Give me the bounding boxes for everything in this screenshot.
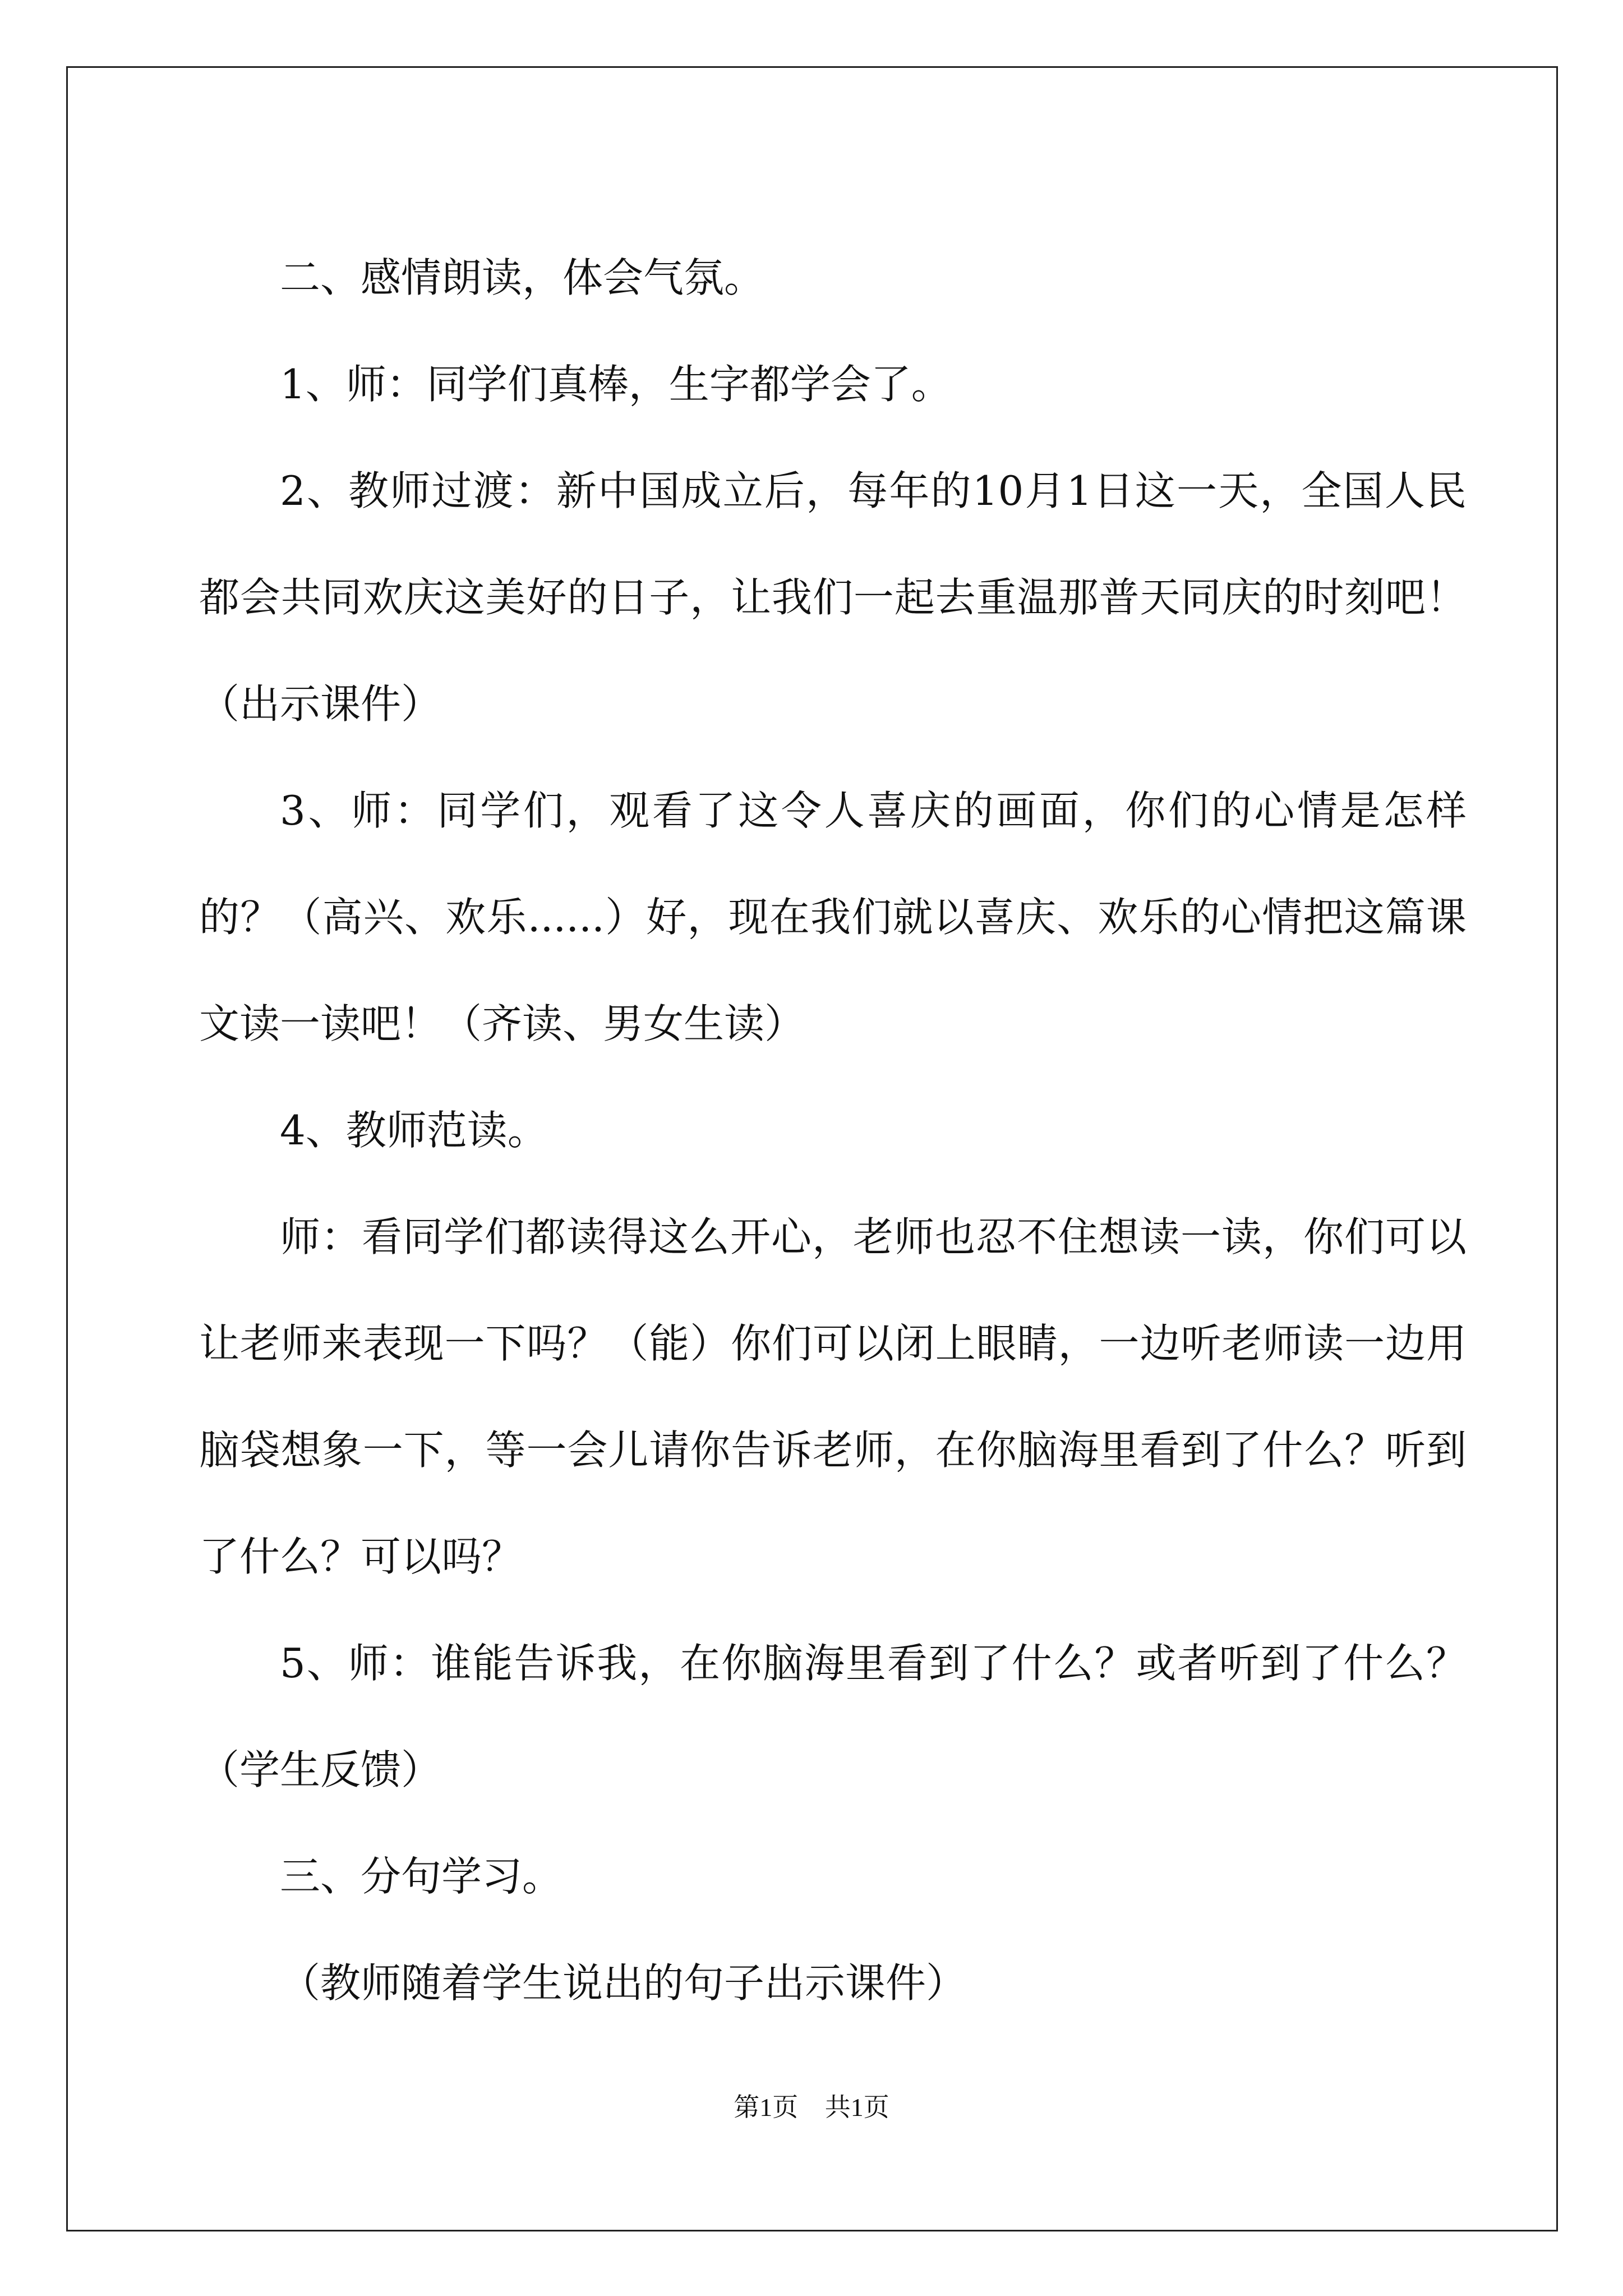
paragraph-9: （教师随着学生说出的句子出示课件） (280, 1959, 967, 2007)
paragraph-3: 2、教师过渡：新中国成立后，每年的10月1日这一天，全国人民都会共同欢庆这美好的日子，让我们一起去重温那普天同庆的时刻吧！（出示课件） (199, 467, 1467, 728)
document-body (199, 224, 1467, 2036)
page-footer (0, 2087, 1623, 2124)
paragraph-8: 三、分句学习。 (280, 1853, 563, 1900)
paragraph-7: 5、师：谁能告诉我，在你脑海里看到了什么？或者听到了什么？（学生反馈） (199, 1640, 1467, 1793)
page-number-current: 第1页 (734, 2093, 799, 2122)
paragraph-6: 师：看同学们都读得这么开心，老师也忍不住想读一读，你们可以让老师来表现一下吗？（能）你们可以闭上眼睛，一边听老师读一边用脑袋想象一下，等一会儿请你告诉老师，在你脑海里看到了什么？听到了什么？可以吗？ (199, 1213, 1467, 1580)
paragraph-2: 1、师：同学们真棒，生字都学会了。 (280, 361, 952, 408)
paragraph-1: 二、感情朗读，体会气氛。 (280, 254, 765, 301)
page-number-total: 共1页 (824, 2093, 889, 2122)
paragraph-4: 3、师：同学们，观看了这令人喜庆的画面，你们的心情是怎样的？（高兴、欢乐......）好，现在我们就以喜庆、欢乐的心情把这篇课文读一读吧！（齐读、男女生读） (199, 787, 1467, 1047)
paragraph-5: 4、教师范读。 (280, 1107, 548, 1154)
